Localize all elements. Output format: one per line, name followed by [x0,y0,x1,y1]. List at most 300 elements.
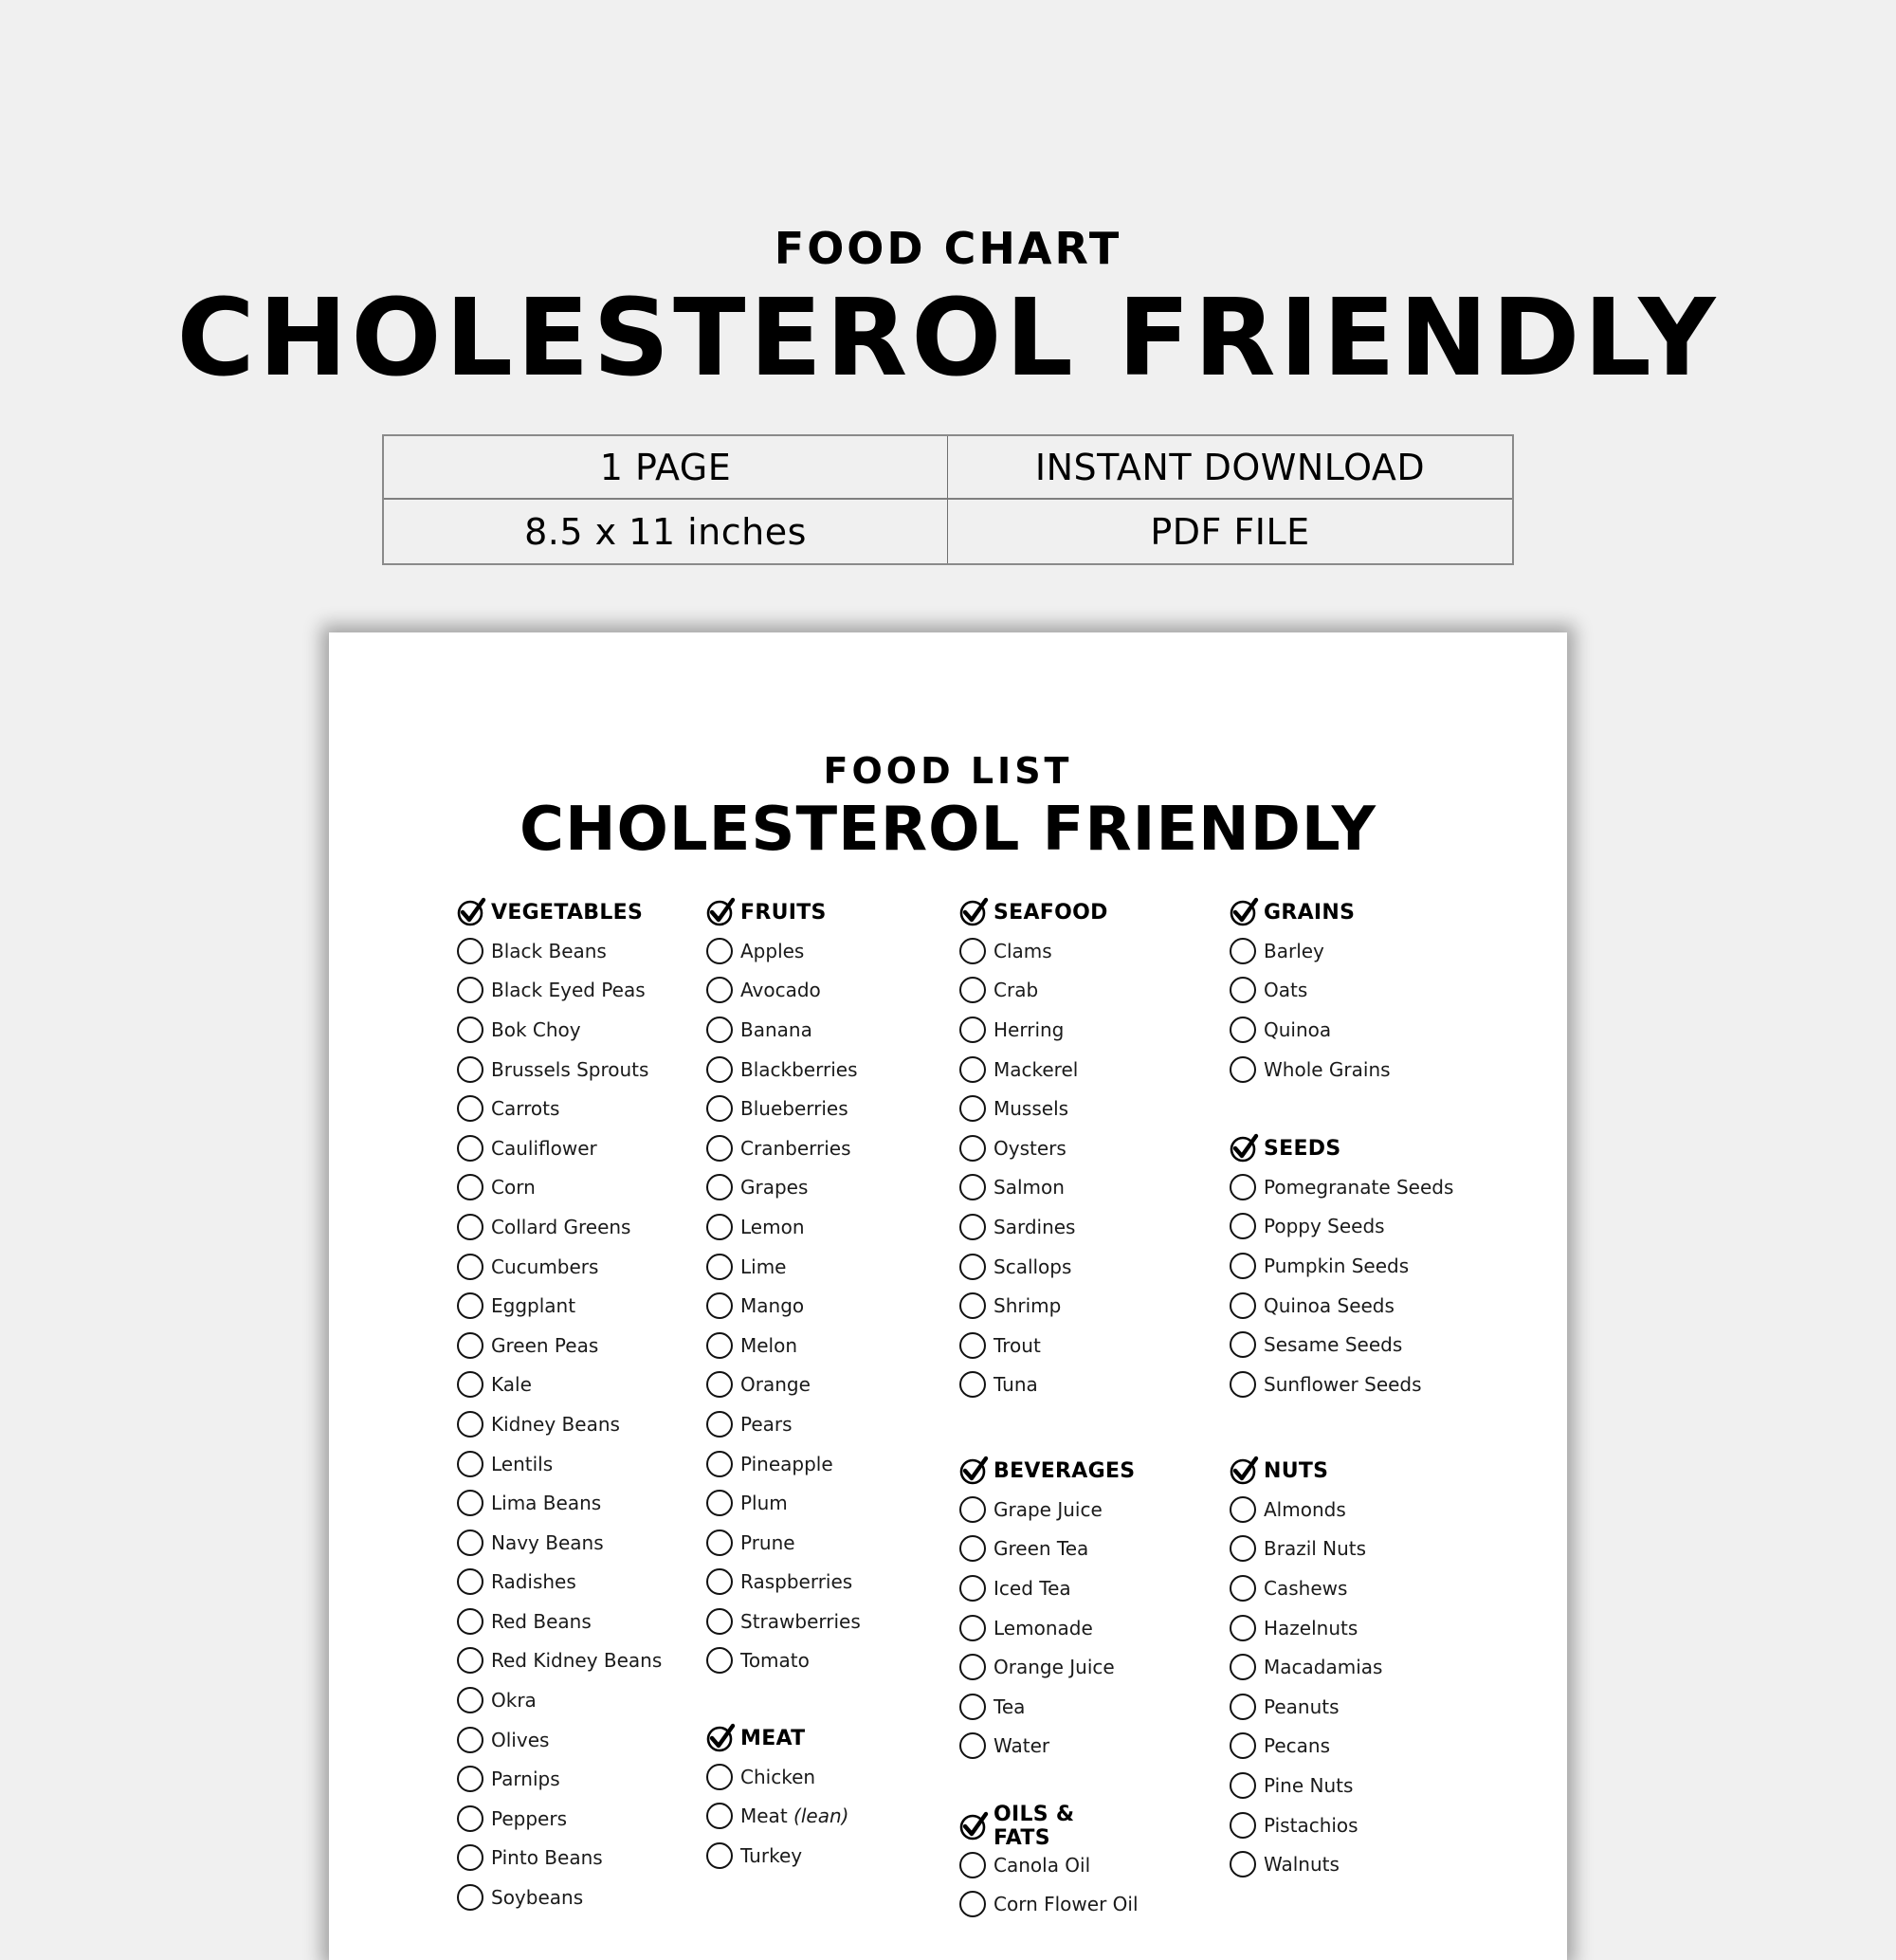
checklist-item[interactable] [457,1326,662,1365]
item-text: Soybeans [491,1886,584,1910]
checkbox-circle[interactable] [959,1371,986,1398]
checklist-item[interactable] [1230,1286,1453,1326]
item-text: Brussels Sprouts [491,1057,649,1081]
item-text: Lentils [491,1452,554,1475]
item-text: Walnuts [1264,1853,1340,1877]
item-label [994,1656,1115,1678]
item-text: Prune [740,1530,795,1554]
info-format: PDF FILE [1150,510,1310,553]
checkbox-circle[interactable] [457,1608,483,1635]
checklist-item[interactable] [457,1089,662,1128]
checkbox-circle[interactable] [457,1017,483,1043]
checkbox-circle[interactable] [959,1575,986,1602]
checkbox-circle[interactable] [457,1214,483,1240]
checkbox-circle[interactable] [706,1803,733,1829]
item-label [1264,1176,1453,1199]
checkbox-circle[interactable] [457,1647,483,1674]
section-seafood [959,893,1108,1404]
checklist-item[interactable] [706,1563,861,1603]
checkbox-circle[interactable] [959,1891,986,1917]
checklist-item[interactable] [457,1602,662,1641]
checkbox-circle[interactable] [457,1174,483,1200]
section-header [1230,893,1391,931]
checklist-item[interactable] [706,1207,861,1247]
item-text: Herring [994,1017,1065,1041]
checklist-item[interactable] [706,1326,861,1365]
item-text: Trout [994,1333,1041,1357]
checklist-item[interactable] [706,1050,861,1090]
item-label [740,979,821,1001]
checkbox-circle[interactable] [706,1174,733,1200]
item-label [994,979,1038,1001]
item-text: Scallops [994,1255,1072,1278]
checklist-item[interactable] [959,1365,1108,1405]
item-text: Grape Juice [994,1497,1103,1521]
checkbox-circle[interactable] [706,1647,733,1674]
item-text: Red Kidney Beans [491,1649,663,1673]
item-text: Turkey [740,1843,803,1867]
item-text: Tomato [740,1649,810,1673]
checkbox-circle[interactable] [959,1135,986,1162]
item-text: Cauliflower [491,1136,597,1160]
checklist-item[interactable] [706,1797,848,1837]
item-text: Raspberries [740,1570,853,1594]
item-label [994,1294,1061,1317]
checklist-item[interactable] [959,1050,1108,1090]
checklist-item[interactable] [1230,1325,1453,1365]
item-text: Plum [740,1492,788,1515]
checkbox-circle[interactable] [457,1332,483,1359]
item-label [740,1531,795,1554]
item-label [994,1216,1075,1238]
checklist-item[interactable] [1230,1010,1391,1050]
item-text: Pecans [1264,1734,1330,1758]
checkbox-circle[interactable] [959,1654,986,1680]
checklist-item[interactable] [1230,1365,1453,1404]
checklist-item[interactable] [706,1404,861,1444]
section-title: SEAFOOD [994,900,1108,925]
checkbox-circle[interactable] [1230,1056,1256,1083]
checklist-item[interactable] [706,1168,861,1208]
checklist-item[interactable] [959,1647,1135,1687]
checklist-item[interactable] [1230,1727,1382,1767]
section-title: NUTS [1264,1458,1329,1483]
checklist-item[interactable] [706,1089,861,1128]
checklist-item[interactable] [959,1089,1108,1128]
item-label [740,1058,858,1081]
checkbox-circle[interactable] [1230,1292,1256,1319]
section-grains [1230,893,1391,1089]
item-label [1264,1498,1346,1521]
item-text: Blueberries [740,1097,848,1121]
section-header [457,893,662,931]
item-label [740,1804,848,1827]
checkbox-circle[interactable] [457,1766,483,1792]
item-label [1264,1734,1330,1757]
item-text: Oats [1264,979,1308,1002]
item-text: Lime [740,1255,787,1278]
item-text: Bok Choy [491,1017,581,1041]
checklist-item[interactable] [457,1839,662,1878]
item-label [491,1018,581,1041]
item-label [491,1453,553,1475]
checkbox-circle[interactable] [457,1411,483,1438]
checklist-item[interactable] [457,1128,662,1168]
checklist-item[interactable] [959,1010,1108,1050]
item-text: Mango [740,1294,805,1318]
checkbox-circle[interactable] [706,1451,733,1477]
checkbox-circle[interactable] [457,1568,483,1595]
checkbox-circle[interactable] [706,1292,733,1319]
checkbox-circle[interactable] [457,1687,483,1713]
item-text: Pinto Beans [491,1846,603,1870]
item-label [1264,1617,1358,1639]
checklist-item[interactable] [1230,971,1391,1011]
section-title: GRAINS [1264,900,1356,925]
item-label [491,1570,576,1593]
checkbox-circle[interactable] [959,1852,986,1878]
item-text: Red Beans [491,1609,592,1633]
checkbox-circle[interactable] [457,977,483,1003]
checkbox-circle[interactable] [706,1095,733,1122]
item-label [491,1768,560,1790]
checkbox-circle[interactable] [457,1844,483,1871]
item-label [1264,1255,1409,1277]
item-label [491,1729,549,1751]
item-label [491,1176,536,1199]
checklist-item[interactable] [1230,1766,1382,1805]
section-header [959,1803,1139,1850]
item-text: Green Peas [491,1333,599,1357]
checkbox-circle[interactable] [457,1884,483,1911]
checkbox-circle[interactable] [1230,1772,1256,1799]
checklist-item[interactable] [959,1168,1108,1208]
checklist-item[interactable] [959,1490,1135,1530]
checklist-item[interactable] [959,1247,1108,1287]
checkbox-circle[interactable] [457,1490,483,1516]
item-text: Brazil Nuts [1264,1537,1367,1561]
checkbox-circle[interactable] [959,938,986,964]
item-label [740,1610,861,1633]
item-label [1264,1814,1358,1837]
item-text: Parnips [491,1768,560,1791]
checkbox-circle[interactable] [959,1174,986,1200]
checklist-item[interactable] [959,1727,1135,1767]
item-text: Almonds [1264,1497,1346,1521]
section-title: OILS & FATS [994,1803,1075,1850]
info-pages: 1 PAGE [384,436,948,500]
checklist-item[interactable] [457,1404,662,1444]
checkbox-circle[interactable] [959,1732,986,1759]
checkbox-circle[interactable] [959,1292,986,1319]
checklist-item[interactable] [706,1365,861,1405]
checkbox-circle[interactable] [1230,1017,1256,1043]
section-beverages [959,1452,1135,1766]
checklist-item[interactable] [457,931,662,971]
item-label [740,1844,802,1867]
item-text: Okra [491,1689,537,1713]
checklist-item[interactable] [959,1326,1108,1365]
item-label [491,1610,592,1633]
checked-circle-icon [1230,1456,1260,1486]
checklist-item[interactable] [457,1641,662,1681]
item-label [1264,940,1324,962]
item-label [1264,1656,1382,1678]
checkbox-circle[interactable] [1230,1331,1256,1358]
item-text: Sardines [994,1215,1076,1238]
item-text: Pine Nuts [1264,1773,1354,1797]
checkbox-circle[interactable] [1230,1812,1256,1839]
item-label [994,940,1052,962]
checkbox-circle[interactable] [1230,1615,1256,1641]
checklist-item[interactable] [457,1050,662,1090]
checklist-item[interactable] [706,1757,848,1797]
checklist-item[interactable] [457,1207,662,1247]
item-text: Poppy Seeds [1264,1215,1385,1238]
checkbox-circle[interactable] [706,1530,733,1556]
checkbox-circle[interactable] [706,1568,733,1595]
checkbox-circle[interactable] [959,1535,986,1562]
food-list-sheet [329,632,1567,1960]
checkbox-circle[interactable] [457,938,483,964]
item-text: Eggplant [491,1294,576,1318]
checklist-item[interactable] [457,1247,662,1287]
checklist-item[interactable] [959,1845,1139,1885]
checkbox-circle[interactable] [706,1017,733,1043]
item-label [1264,1373,1422,1396]
checkbox-circle[interactable] [706,1056,733,1083]
item-text: Melon [740,1333,798,1357]
item-label [740,1334,797,1357]
item-text: Pomegranate Seeds [1264,1175,1454,1199]
checklist-item[interactable] [457,1799,662,1839]
checkbox-circle[interactable] [457,1056,483,1083]
item-text: Barley [1264,939,1324,962]
checklist-item[interactable] [457,1286,662,1326]
item-text: Grapes [740,1176,809,1200]
checklist-item[interactable] [1230,931,1391,971]
checkbox-circle[interactable] [457,1292,483,1319]
checklist-item[interactable] [1230,1844,1382,1884]
checkbox-circle[interactable] [457,1095,483,1122]
checklist-item[interactable] [706,931,861,971]
item-text: Hazelnuts [1264,1616,1358,1639]
item-text: Carrots [491,1097,560,1121]
checkbox-circle[interactable] [1230,938,1256,964]
checklist-item[interactable] [1230,1608,1382,1648]
checklist-item[interactable] [959,1568,1135,1608]
item-text: Crab [994,979,1039,1002]
checkbox-circle[interactable] [959,1095,986,1122]
item-text: Mussels [994,1097,1069,1121]
checklist-item[interactable] [457,1168,662,1208]
checkbox-circle[interactable] [959,1017,986,1043]
item-label [1264,1018,1331,1041]
item-text: Iced Tea [994,1576,1071,1600]
item-label [994,1617,1093,1639]
hero-title: CHOLESTEROL FRIENDLY [176,277,1720,400]
checklist-item[interactable] [1230,1050,1391,1090]
checkbox-circle[interactable] [959,1496,986,1523]
checklist-item[interactable] [959,931,1108,971]
checklist-item[interactable] [959,1207,1108,1247]
checkbox-circle[interactable] [1230,1694,1256,1720]
item-text: Strawberries [740,1609,861,1633]
checklist-item[interactable] [1230,1687,1382,1727]
item-label [740,1453,833,1475]
item-text: Lemonade [994,1616,1093,1639]
item-label [740,1176,808,1199]
checkbox-circle[interactable] [706,1214,733,1240]
checklist-item[interactable] [457,1523,662,1563]
checkbox-circle[interactable] [1230,1535,1256,1562]
checklist-item[interactable] [457,1720,662,1760]
checklist-item[interactable] [1230,1490,1382,1530]
checkbox-circle[interactable] [706,1764,733,1790]
checkbox-circle[interactable] [706,1371,733,1398]
checkbox-circle[interactable] [1230,1213,1256,1239]
checkbox-circle[interactable] [959,1056,986,1083]
item-text: Salmon [994,1176,1065,1200]
item-text: Pineapple [740,1452,833,1475]
item-text: Corn Flower Oil [994,1893,1139,1916]
checkbox-circle[interactable] [959,1254,986,1280]
checkbox-circle[interactable] [457,1254,483,1280]
info-download: INSTANT DOWNLOAD [948,436,1512,500]
checklist-item[interactable] [457,1010,662,1050]
item-text: Pears [740,1412,793,1436]
checklist-item[interactable] [457,1563,662,1603]
item-label [994,1018,1064,1041]
checkbox-circle[interactable] [706,1842,733,1869]
checkbox-circle[interactable] [457,1135,483,1162]
item-label [1264,1537,1366,1560]
checklist-item[interactable] [457,1759,662,1799]
checklist-item[interactable] [706,1010,861,1050]
checklist-item[interactable] [959,1885,1139,1925]
checklist-item[interactable] [706,1641,861,1681]
checkbox-circle[interactable] [1230,1575,1256,1602]
checklist-item[interactable] [457,1483,662,1523]
item-label [994,1695,1025,1718]
section-title: VEGETABLES [491,900,644,925]
checkbox-circle[interactable] [457,1371,483,1398]
checkbox-circle[interactable] [1230,1371,1256,1398]
checkbox-circle[interactable] [706,1608,733,1635]
checkbox-circle[interactable] [959,977,986,1003]
checkbox-circle[interactable] [1230,1732,1256,1759]
item-label [491,1334,598,1357]
checklist-item[interactable] [706,1247,861,1287]
item-text: Canola Oil [994,1853,1091,1877]
checkbox-circle[interactable] [706,1411,733,1438]
checklist-item[interactable] [959,971,1108,1011]
checklist-item[interactable] [1230,1167,1453,1207]
checklist-item[interactable] [959,1608,1135,1648]
item-label [1264,1853,1340,1876]
checklist-item[interactable] [1230,1207,1453,1247]
checklist-item[interactable] [1230,1647,1382,1687]
item-label [994,1255,1071,1278]
checklist-item[interactable] [457,1444,662,1484]
checklist-item[interactable] [706,971,861,1011]
checklist-item[interactable] [457,1878,662,1917]
checklist-item[interactable] [1230,1530,1382,1569]
checklist-item[interactable] [959,1687,1135,1727]
item-label [740,1649,810,1672]
checklist-item[interactable] [1230,1246,1453,1286]
item-label [491,1492,601,1514]
checkbox-circle[interactable] [1230,1851,1256,1878]
section-header [959,893,1108,931]
checkbox-circle[interactable] [457,1727,483,1753]
checkbox-circle[interactable] [706,938,733,964]
checkbox-circle[interactable] [706,1490,733,1516]
checklist-item[interactable] [706,1286,861,1326]
item-label [740,1492,788,1514]
checklist-item[interactable] [706,1444,861,1484]
item-text: Navy Beans [491,1530,604,1554]
item-text: Shrimp [994,1294,1062,1318]
checklist-item[interactable] [457,971,662,1011]
item-label [491,1097,559,1120]
item-label [491,1058,648,1081]
checkbox-circle[interactable] [1230,1496,1256,1523]
checkbox-circle[interactable] [706,1332,733,1359]
checklist-item[interactable] [457,1365,662,1405]
checklist-item[interactable] [959,1128,1108,1168]
checklist-item[interactable] [706,1836,848,1876]
checkbox-circle[interactable] [959,1214,986,1240]
checkbox-circle[interactable] [1230,1253,1256,1279]
checkbox-circle[interactable] [457,1451,483,1477]
item-text: Blackberries [740,1057,858,1081]
section-meat [706,1719,848,1876]
checkbox-circle[interactable] [706,1135,733,1162]
checkbox-circle[interactable] [1230,1654,1256,1680]
item-note: (lean) [787,1804,849,1828]
item-text: Tea [994,1694,1026,1718]
checkbox-circle[interactable] [1230,1174,1256,1200]
section-header [706,1719,848,1757]
item-label [994,1854,1090,1877]
checkbox-circle[interactable] [457,1530,483,1556]
section-vegetables [457,893,662,1917]
item-text: Green Tea [994,1537,1089,1561]
checkbox-circle[interactable] [706,1254,733,1280]
checklist-item[interactable] [706,1128,861,1168]
item-label [994,1373,1038,1396]
checkbox-circle[interactable] [959,1615,986,1641]
checklist-item[interactable] [1230,1568,1382,1608]
checklist-item[interactable] [1230,1805,1382,1845]
checkbox-circle[interactable] [959,1694,986,1720]
checkbox-circle[interactable] [706,977,733,1003]
checkbox-circle[interactable] [959,1332,986,1359]
item-label [1264,1577,1347,1600]
checklist-item[interactable] [706,1523,861,1563]
checklist-item[interactable] [959,1530,1135,1569]
item-text: Cranberries [740,1136,851,1160]
checklist-item[interactable] [959,1286,1108,1326]
checklist-item[interactable] [457,1680,662,1720]
checkbox-circle[interactable] [457,1805,483,1832]
checkbox-circle[interactable] [1230,977,1256,1003]
checklist-item[interactable] [706,1602,861,1641]
item-label [740,940,804,962]
checklist-item[interactable] [706,1483,861,1523]
item-text: Banana [740,1017,812,1041]
